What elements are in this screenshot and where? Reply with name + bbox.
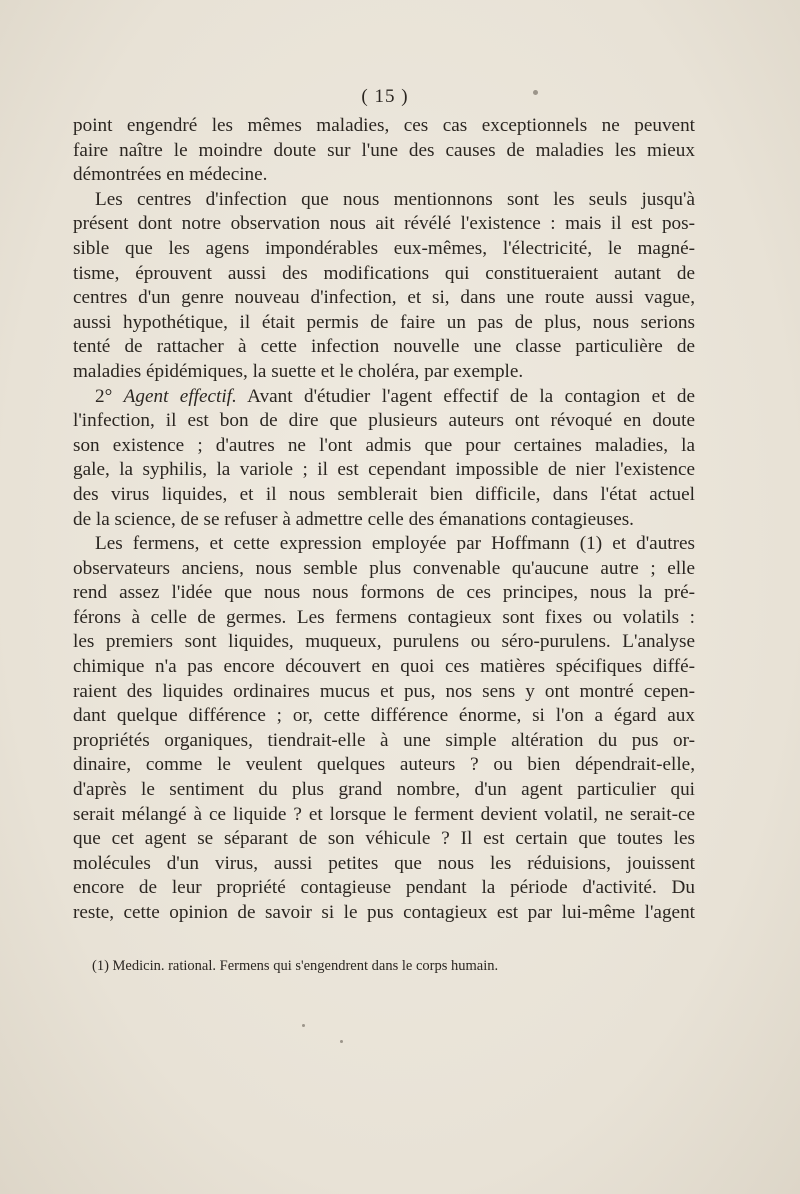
text-line: sible que les agens impondérables eux-mêmes, l'électricité, le magné-	[73, 237, 695, 259]
paper-speck	[340, 1040, 343, 1043]
text-line: dant quelque différence ; or, cette différence énorme, si l'on a égard aux	[73, 705, 695, 727]
text-run: Avant d'étudier l'agent effectif de la contagion et de	[236, 385, 695, 407]
text-line: son existence ; d'autres ne l'ont admis que pour certaines maladies, la	[73, 434, 695, 456]
text-line: faire naître le moindre doute sur l'une des causes de maladies les mieux	[73, 139, 695, 161]
text-line: reste, cette opinion de savoir si le pus contagieux est par lui-même l'agent	[73, 902, 695, 923]
paper-speck	[302, 1024, 305, 1027]
text-line: Les centres d'infection que nous mentionnons sont les seuls jusqu'à	[95, 188, 695, 210]
page-number: ( 15 )	[361, 86, 409, 107]
text-line: Les fermens, et cette expression employée par Hoffmann (1) et d'autres	[95, 533, 695, 555]
text-line: encore de leur propriété contagieuse pendant la période d'activité. Du	[73, 877, 695, 899]
text-line: des virus liquides, et il nous semblerait bien difficile, dans l'état actuel	[73, 483, 695, 505]
section-heading-line	[73, 385, 695, 410]
text-line: observateurs anciens, nous semble plus convenable qu'aucune autre ; elle	[73, 557, 695, 579]
text-line: dinaire, comme le veulent quelques auteurs ? ou bien dépendrait-elle,	[73, 754, 695, 776]
body-text	[73, 114, 695, 926]
text-line: point engendré les mêmes maladies, ces cas exceptionnels ne peuvent	[73, 115, 695, 136]
text-line: de la science, de se refuser à admettre celle des émanations contagieuses.	[73, 508, 634, 530]
text-line: raient des liquides ordinaires mucus et pus, nos sens y ont montré cepen-	[73, 680, 695, 702]
text-line: chimique n'a pas encore découvert en quoi ces matières spécifiques diffé-	[73, 656, 695, 678]
text-line: l'infection, il est bon de dire que plusieurs auteurs ont révoqué en doute	[73, 410, 695, 432]
text-line: que cet agent se séparant de son véhicule ? Il est certain que toutes les	[73, 828, 695, 850]
paper-speck	[533, 90, 538, 95]
section-title: Agent effectif.	[123, 385, 237, 407]
section-number: 2°	[95, 385, 124, 407]
text-line: aussi hypothétique, il était permis de faire un pas de plus, nous serions	[73, 311, 695, 333]
text-line: les premiers sont liquides, muqueux, purulens ou séro-purulens. L'analyse	[73, 631, 695, 653]
text-line: tenté de rattacher à cette infection nouvelle une classe particulière de	[73, 336, 695, 358]
text-line: rend assez l'idée que nous nous formons de ces principes, nous la pré-	[73, 582, 695, 604]
text-line: serait mélangé à ce liquide ? et lorsque le ferment devient volatil, ne serait-ce	[73, 803, 695, 825]
text-line: d'après le sentiment du plus grand nombre, d'un agent particulier qui	[73, 779, 695, 801]
text-line: gale, la syphilis, la variole ; il est cependant impossible de nier l'existence	[73, 459, 695, 481]
text-line: molécules d'un virus, aussi petites que nous les réduisions, jouissent	[73, 852, 695, 874]
text-line: maladies épidémiques, la suette et le choléra, par exemple.	[73, 360, 524, 382]
text-line: férons à celle de germes. Les fermens contagieux sont fixes ou volatils :	[73, 606, 695, 628]
text-line: propriétés organiques, tiendrait-elle à une simple altération du pus or-	[73, 729, 695, 751]
text-line: centres d'un genre nouveau d'infection, et si, dans une route aussi vague,	[73, 287, 695, 309]
footnote: (1) Medicin. rational. Fermens qui s'engendrent dans le corps humain.	[92, 958, 499, 974]
text-line: démontrées en médecine.	[73, 164, 268, 186]
text-line: tisme, éprouvent aussi des modifications qui constitueraient autant de	[73, 262, 695, 284]
text-line: présent dont notre observation nous ait révélé l'existence : mais il est pos-	[73, 213, 695, 235]
